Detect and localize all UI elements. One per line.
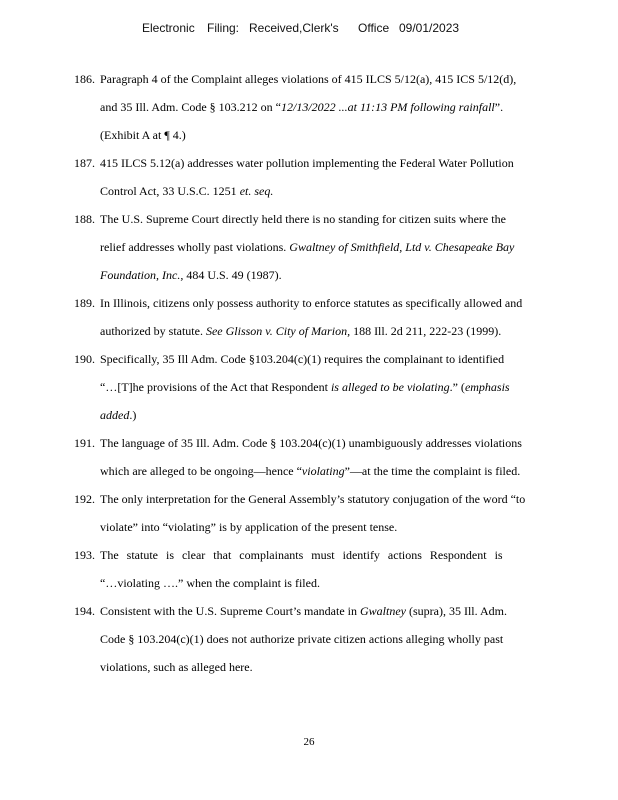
- paragraph-line: [74, 548, 584, 576]
- paragraph-text: authorized by statute.: [100, 324, 206, 338]
- paragraph-line: [74, 520, 584, 548]
- paragraph-line: [74, 296, 584, 324]
- case-citation: See Glisson v. City of Marion,: [205, 324, 351, 338]
- reporter-citation: 484 U.S. 49 (1987).: [183, 268, 282, 282]
- paragraph-line: [74, 324, 584, 352]
- header-electronic: Electronic: [142, 21, 195, 35]
- paragraph-text: The language of 35 Ill. Adm. Code § 103.204(c)(1) unambiguously addresses violations: [100, 436, 522, 450]
- paragraph-number: 191.: [74, 436, 95, 450]
- header-office: Office: [358, 21, 390, 35]
- paragraph-line: [74, 212, 584, 240]
- paragraph-text: ”.: [494, 100, 504, 114]
- emphasis-note: added: [100, 408, 130, 422]
- header-received: Received,Clerk's: [249, 21, 339, 35]
- paragraph-text: The U.S. Supreme Court directly held there is no standing for citizen suits where the: [100, 212, 506, 226]
- paragraph-text: which are alleged to be ongoing—hence “: [100, 464, 302, 478]
- quoted-date-text: 12/13/2022 ...at 11:13 PM following rainfall: [280, 100, 495, 114]
- paragraph-number: 187.: [74, 156, 95, 170]
- header-date: 09/01/2023: [399, 21, 460, 35]
- paragraph-line: [74, 268, 584, 296]
- paragraph-text: .): [129, 408, 137, 422]
- paragraph-text: Control Act, 33 U.S.C. 1251: [100, 184, 240, 198]
- citation-italic: et. seq.: [239, 184, 274, 198]
- paragraph-text: Paragraph 4 of the Complaint alleges violations of 415 ILCS 5/12(a), 415 ICS 5/12(d),: [100, 72, 517, 86]
- paragraph-number: 190.: [74, 352, 95, 366]
- paragraph-text: The statute is clear that complainants must identify actions Respondent is: [100, 548, 503, 562]
- paragraph-text: “…violating ….” when the complaint is filed.: [100, 576, 320, 590]
- paragraph-line: [74, 128, 584, 156]
- reporter-citation: 188 Ill. 2d 211, 222-23 (1999).: [350, 324, 502, 338]
- paragraph-text: relief addresses wholly past violations.: [100, 240, 290, 254]
- paragraph-line: [74, 660, 584, 688]
- paragraph-text: Specifically, 35 Ill Adm. Code §103.204(c)(1) requires the complainant to identified: [100, 352, 505, 366]
- efiling-header: [0, 21, 618, 35]
- paragraph-line: [74, 100, 584, 128]
- paragraph-text: Code § 103.204(c)(1) does not authorize private citizen actions alleging wholly past: [100, 632, 504, 646]
- paragraph-line: [74, 408, 584, 436]
- emphasized-text: violating: [301, 464, 345, 478]
- paragraph-190: [74, 352, 584, 436]
- paragraph-line: [74, 436, 584, 464]
- paragraph-line: [74, 72, 584, 100]
- case-citation: Gwaltney of Smithfield, Ltd v. Chesapeake Bay: [289, 240, 515, 254]
- paragraph-line: [74, 464, 584, 492]
- paragraph-line: [74, 632, 584, 660]
- paragraph-text: violations, such as alleged here.: [100, 660, 253, 674]
- paragraph-text: The only interpretation for the General Assembly’s statutory conjugation of the word “to: [100, 492, 526, 506]
- header-filing: Filing:: [207, 21, 240, 35]
- paragraph-number: 194.: [74, 604, 95, 618]
- paragraph-text: ”—at the time the complaint is filed.: [344, 464, 521, 478]
- case-citation: Foundation, Inc.,: [100, 268, 184, 282]
- paragraph-line: [74, 156, 584, 184]
- exhibit-citation: (Exhibit A at ¶ 4.): [100, 128, 186, 142]
- paragraph-192: [74, 492, 584, 548]
- paragraph-line: [74, 576, 584, 604]
- paragraph-194: [74, 604, 584, 688]
- paragraph-number: 186.: [74, 72, 95, 86]
- paragraph-text: (supra), 35 Ill. Adm.: [405, 604, 507, 618]
- paragraph-189: [74, 296, 584, 352]
- paragraph-187: [74, 156, 584, 212]
- page-number: 26: [303, 736, 315, 748]
- paragraph-193: [74, 548, 584, 604]
- paragraph-text: .” (: [449, 380, 465, 394]
- paragraph-number: 192.: [74, 492, 95, 506]
- paragraph-number: 188.: [74, 212, 95, 226]
- paragraph-191: [74, 436, 584, 492]
- paragraph-line: [74, 352, 584, 380]
- paragraph-number: 189.: [74, 296, 95, 310]
- paragraph-text: 415 ILCS 5.12(a) addresses water pollution implementing the Federal Water Pollution: [100, 156, 514, 170]
- paragraph-186: [74, 72, 584, 156]
- paragraph-text: “…[T]he provisions of the Act that Respondent: [100, 380, 331, 394]
- paragraph-188: [74, 212, 584, 296]
- emphasized-text: is alleged to be violating: [330, 380, 450, 394]
- paragraph-line: [74, 492, 584, 520]
- paragraph-line: [74, 240, 584, 268]
- paragraph-line: [74, 380, 584, 408]
- paragraph-text: Consistent with the U.S. Supreme Court’s mandate in: [100, 604, 360, 618]
- paragraph-text: In Illinois, citizens only possess authority to enforce statutes as specifically allowed and: [100, 296, 523, 310]
- emphasis-note: emphasis: [464, 380, 510, 394]
- paragraph-text: and 35 Ill. Adm. Code § 103.212 on “: [100, 100, 281, 114]
- paragraph-line: [74, 604, 584, 632]
- case-citation: Gwaltney: [359, 604, 406, 618]
- paragraph-text: violate” into “violating” is by application of the present tense.: [100, 520, 398, 534]
- paragraph-line: [74, 184, 584, 212]
- paragraph-number: 193.: [74, 548, 95, 562]
